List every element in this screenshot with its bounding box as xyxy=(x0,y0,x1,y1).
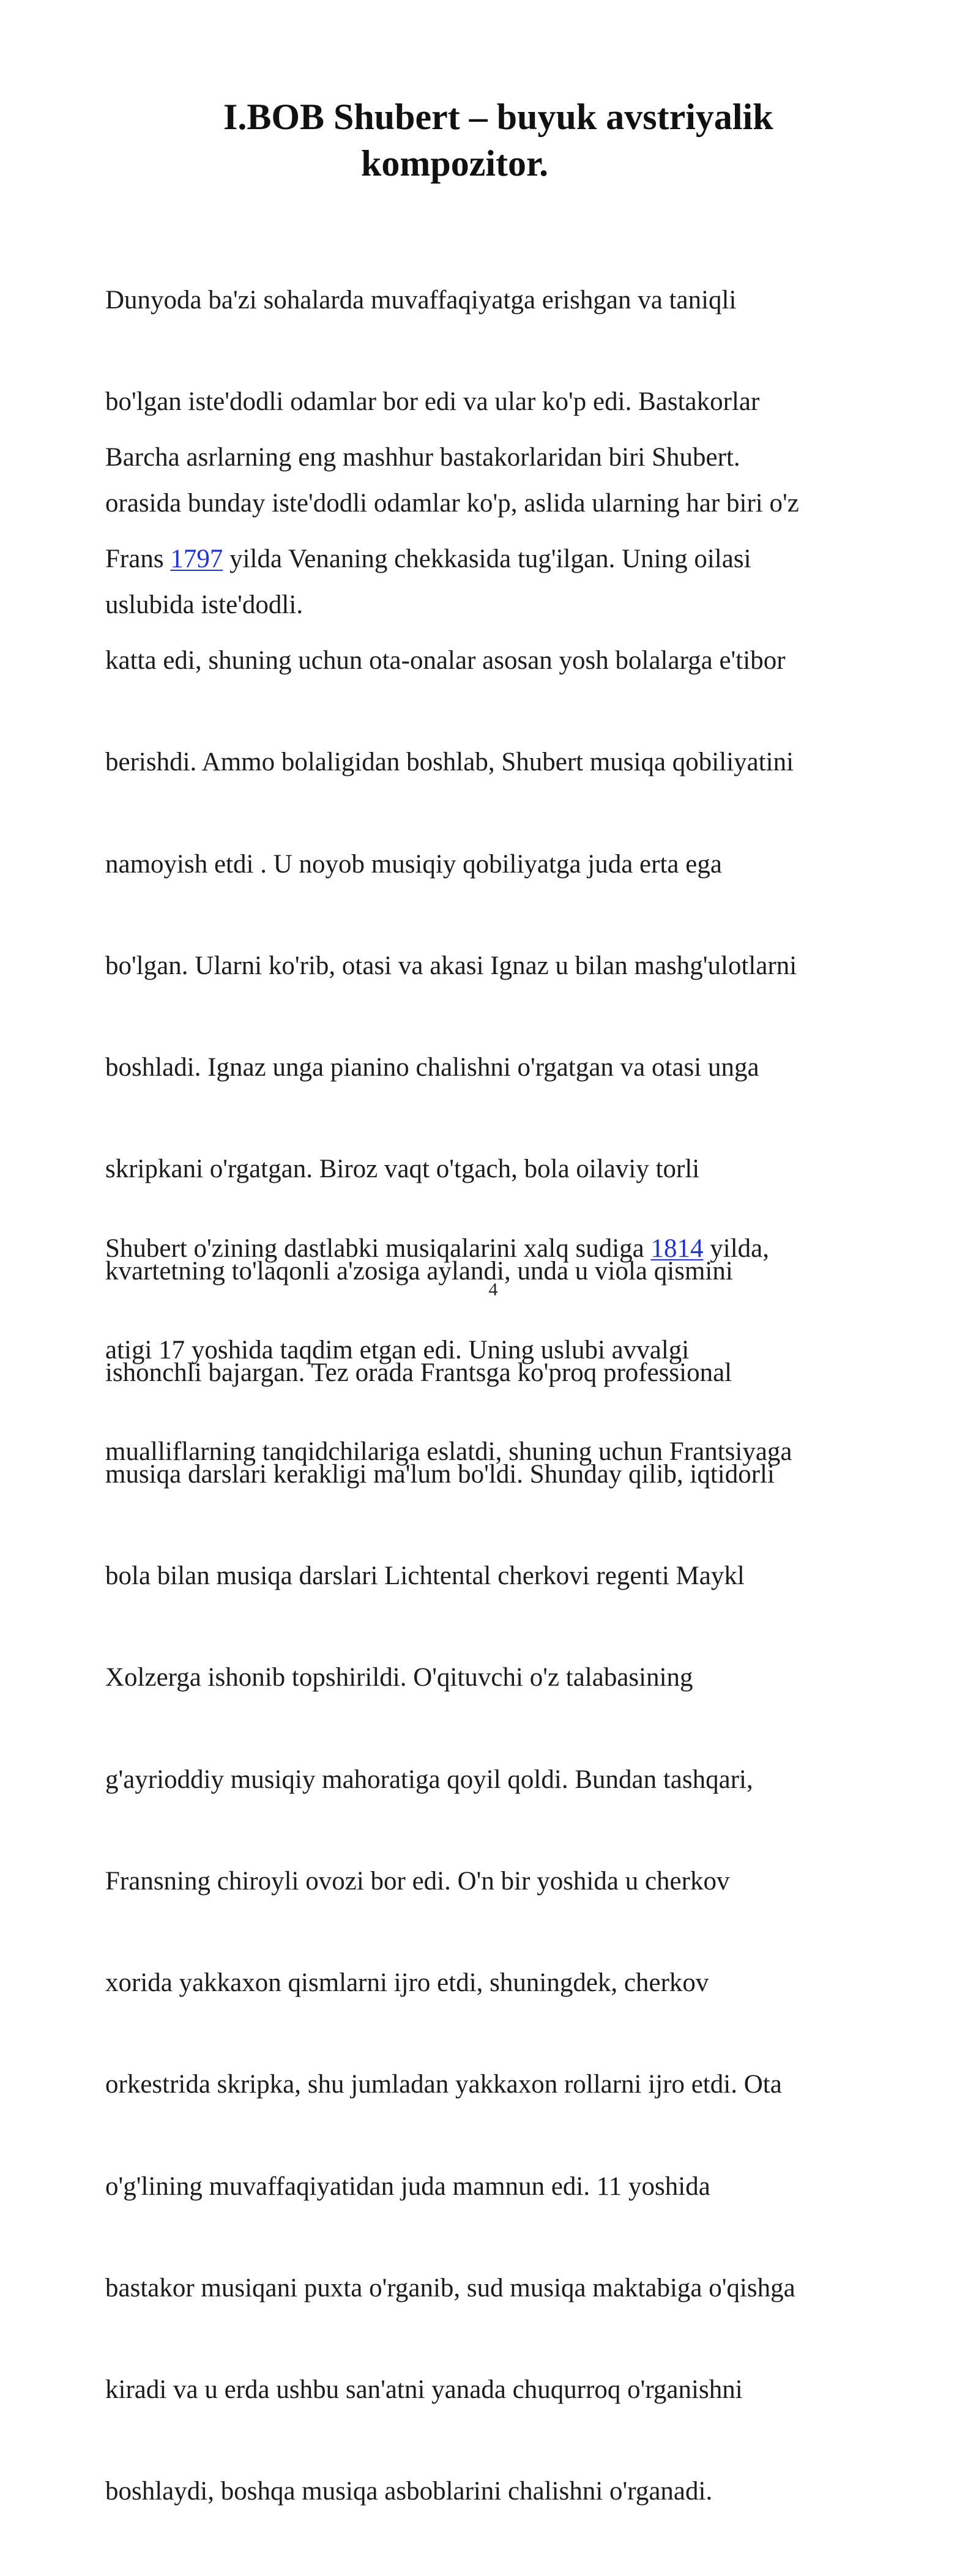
text-segment: Frans xyxy=(105,545,171,574)
text-line: o'g'lining muvaffaqiyatidan juda mamnun edi. 11 yoshida xyxy=(105,2172,710,2201)
text-line: berishdi. Ammo bolaligidan boshlab, Shubert musiqa qobiliyatini xyxy=(105,748,794,777)
text-line: Dunyoda ba'zi sohalarda muvaffaqiyatga erishgan va taniqli xyxy=(105,285,737,315)
text-line: Fransning chiroyli ovozi bor edi. O'n bir yoshida u cherkov xyxy=(105,1866,730,1896)
text-line: kvartetning to'laqonli a'zosiga aylandi, unda u viola qismini xyxy=(105,1256,733,1286)
text-line: atigi 17 yoshida taqdim etgan edi. Uning uslubi avvalgi xyxy=(105,1336,690,1365)
text-line: musiqa darslari kerakligi ma'lum bo'ldi. Shunday qilib, iqtidorli xyxy=(105,1460,775,1489)
year-1814-link[interactable]: 1814 xyxy=(650,1234,704,1263)
text-line: ishonchli bajargan. Tez orada Frantsga ko'proq professional xyxy=(105,1358,732,1387)
chapter-heading-line-1: I.BOB Shubert – buyuk avstriyalik xyxy=(223,97,773,137)
text-line: Barcha asrlarning eng mashhur bastakorlaridan biri Shubert. xyxy=(105,442,740,472)
chapter-heading-line-2: kompozitor. xyxy=(361,143,549,184)
text-line-with-link xyxy=(105,1232,882,1265)
text-line: uslubida iste'dodli. xyxy=(105,590,303,620)
text-line: bo'lgan. Ularni ko'rib, otasi va akasi Ignaz u bilan mashg'ulotlarni xyxy=(105,951,797,980)
text-line: katta edi, shuning uchun ota-onalar asosan yosh bolalarga e'tibor xyxy=(105,646,786,676)
text-line: skripkani o'rgatgan. Biroz vaqt o'tgach, bola oilaviy torli xyxy=(105,1155,700,1184)
text-line: orkestrida skripka, shu jumladan yakkaxon rollarni ijro etdi. Ota xyxy=(105,2070,782,2099)
text-line: mualliflarning tanqidchilariga eslatdi, shuning uchun Frantsiyaga xyxy=(105,1437,792,1467)
text-segment: yilda, xyxy=(703,1234,769,1263)
text-line: g'ayrioddiy musiqiy mahoratiga qoyil qoldi. Bundan tashqari, xyxy=(105,1765,753,1794)
text-line-with-link xyxy=(105,542,882,576)
text-line: bastakor musiqani puxta o'rganib, sud musiqa maktabiga o'qishga xyxy=(105,2273,795,2302)
text-line: boshladi. Ignaz unga pianino chalishni o'rgatgan va otasi unga xyxy=(105,1053,759,1082)
text-line: kiradi va u erda ushbu san'atni yanada chuqurroq o'rganishni xyxy=(105,2375,743,2404)
year-1797-link[interactable]: 1797 xyxy=(170,545,223,574)
paragraph-first-works xyxy=(105,1164,882,1536)
text-line: namoyish etdi . U noyob musiqiy qobiliyatga juda erta ega xyxy=(105,849,722,879)
text-segment: Shubert o'zining dastlabki musiqalarini xalq sudiga xyxy=(105,1234,651,1263)
text-line: boshlaydi, boshqa musiqa asboblarini chalishni o'rganadi. xyxy=(105,2477,713,2506)
text-line: Xolzerga ishonib topshirildi. O'qituvchi o'z talabasining xyxy=(105,1663,693,1692)
text-line: xorida yakkaxon qismlarni ijro etdi, shuningdek, cherkov xyxy=(105,1968,709,1998)
page-number: 4 xyxy=(488,1279,498,1300)
text-line: bola bilan musiqa darslari Lichtental cherkovi regenti Maykl xyxy=(105,1562,745,1591)
text-line: orasida bunday iste'dodli odamlar ko'p, aslida ularning har biri o'z xyxy=(105,489,799,518)
text-segment: yilda Venaning chekkasida tug'ilgan. Uning oilasi xyxy=(223,545,751,574)
text-line: bo'lgan iste'dodli odamlar bor edi va ular ko'p edi. Bastakorlar xyxy=(105,387,760,417)
